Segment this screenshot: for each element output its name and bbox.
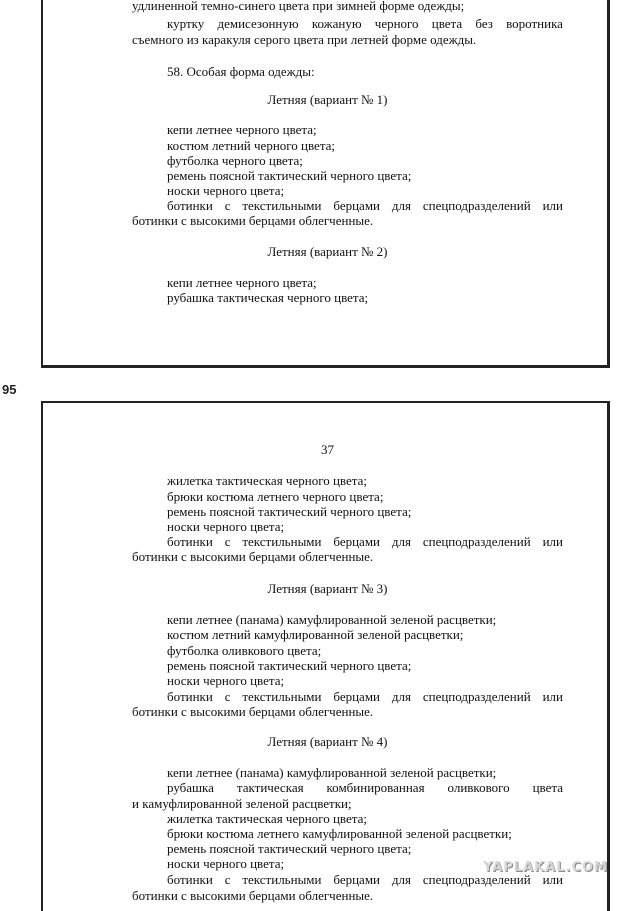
word: ботинки: [167, 198, 213, 213]
word: воротника: [506, 16, 563, 31]
word: цвета: [431, 16, 463, 31]
word: для: [391, 689, 411, 704]
word: или: [542, 534, 563, 549]
word: берцами: [333, 534, 380, 549]
text-line: ботинки с высокими берцами облегченные.: [132, 704, 374, 719]
word: цвета: [532, 780, 563, 795]
word: с: [224, 534, 231, 549]
word: ботинки: [167, 534, 213, 549]
text-line: ремень поясной тактический черного цвета;: [167, 658, 412, 673]
text-line: ботинки с высокими берцами облегченные.: [132, 549, 374, 564]
text-line: удлиненной темно-синего цвета при зимней форме одежды;: [132, 0, 465, 13]
word: спецподразделений: [422, 534, 531, 549]
text-line-justified: [167, 689, 563, 704]
word: текстильными: [242, 689, 322, 704]
text-line: рубашка тактическая черного цвета;: [167, 290, 369, 305]
word: для: [391, 872, 411, 887]
word: комбинированная: [326, 780, 425, 795]
word: спецподразделений: [422, 689, 531, 704]
variant-heading: Летняя (вариант № 3): [267, 581, 388, 596]
word: текстильными: [242, 198, 322, 213]
document-page-2: [41, 401, 610, 911]
word: или: [542, 689, 563, 704]
variant-heading: Летняя (вариант № 1): [267, 92, 388, 107]
word: берцами: [333, 198, 380, 213]
word: с: [224, 198, 231, 213]
text-line: ботинки с высокими берцами облегченные.: [132, 213, 374, 228]
word: или: [542, 872, 563, 887]
word: текстильными: [242, 872, 322, 887]
word: или: [542, 198, 563, 213]
word: рубашка: [167, 780, 214, 795]
word: ботинки: [167, 872, 213, 887]
word: куртку: [167, 16, 205, 31]
word: демисезонную: [217, 16, 299, 31]
text-line: съемного из каракуля серого цвета при летней форме одежды.: [132, 32, 477, 47]
watermark: YAPLAKAL.COM: [483, 860, 608, 875]
word: берцами: [333, 872, 380, 887]
text-line: кепи летнее черного цвета;: [167, 122, 317, 137]
text-line: носки черного цвета;: [167, 183, 285, 198]
word: спецподразделений: [422, 198, 531, 213]
text-line-justified: [167, 16, 563, 31]
section-heading: 58. Особая форма одежды:: [167, 64, 315, 79]
word: спецподразделений: [422, 872, 531, 887]
text-line: кепи летнее (панама) камуфлированной зеленой расцветки;: [167, 612, 497, 627]
word: с: [224, 872, 231, 887]
text-line: жилетка тактическая черного цвета;: [167, 473, 367, 488]
text-line: костюм летний камуфлированной зеленой расцветки;: [167, 627, 464, 642]
text-line: ремень поясной тактический черного цвета;: [167, 168, 412, 183]
word: для: [391, 198, 411, 213]
word: без: [475, 16, 493, 31]
text-line: брюки костюма летнего камуфлированной зеленой расцветки;: [167, 826, 512, 841]
word: для: [391, 534, 411, 549]
text-line: футболка черного цвета;: [167, 153, 303, 168]
text-line-justified: [167, 198, 563, 213]
text-line: ботинки с высокими берцами облегченные.: [132, 888, 374, 903]
text-line: ремень поясной тактический черного цвета;: [167, 841, 412, 856]
variant-heading: Летняя (вариант № 2): [267, 244, 388, 259]
word: кожаную: [311, 16, 362, 31]
text-line: кепи летнее черного цвета;: [167, 275, 317, 290]
page-number: 37: [321, 442, 334, 457]
word: тактическая: [236, 780, 304, 795]
document-page-1: [41, 0, 610, 368]
word: берцами: [333, 689, 380, 704]
word: ботинки: [167, 689, 213, 704]
word: черного: [374, 16, 419, 31]
text-line: носки черного цвета;: [167, 856, 285, 871]
text-line: костюм летний черного цвета;: [167, 138, 336, 153]
text-line: и камуфлированной зеленой расцветки;: [132, 796, 352, 811]
text-line-justified: [167, 780, 563, 795]
word: оливкового: [447, 780, 510, 795]
text-line: жилетка тактическая черного цвета;: [167, 811, 367, 826]
text-line: ремень поясной тактический черного цвета;: [167, 504, 412, 519]
word: текстильными: [242, 534, 322, 549]
margin-page-number: 95: [2, 382, 17, 397]
text-line-justified: [167, 534, 563, 549]
text-line: брюки костюма летнего черного цвета;: [167, 489, 384, 504]
text-line: носки черного цвета;: [167, 519, 285, 534]
word: с: [224, 689, 231, 704]
variant-heading: Летняя (вариант № 4): [267, 734, 388, 749]
text-line: носки черного цвета;: [167, 673, 285, 688]
text-line: кепи летнее (панама) камуфлированной зеленой расцветки;: [167, 765, 497, 780]
text-line: футболка оливкового цвета;: [167, 643, 322, 658]
